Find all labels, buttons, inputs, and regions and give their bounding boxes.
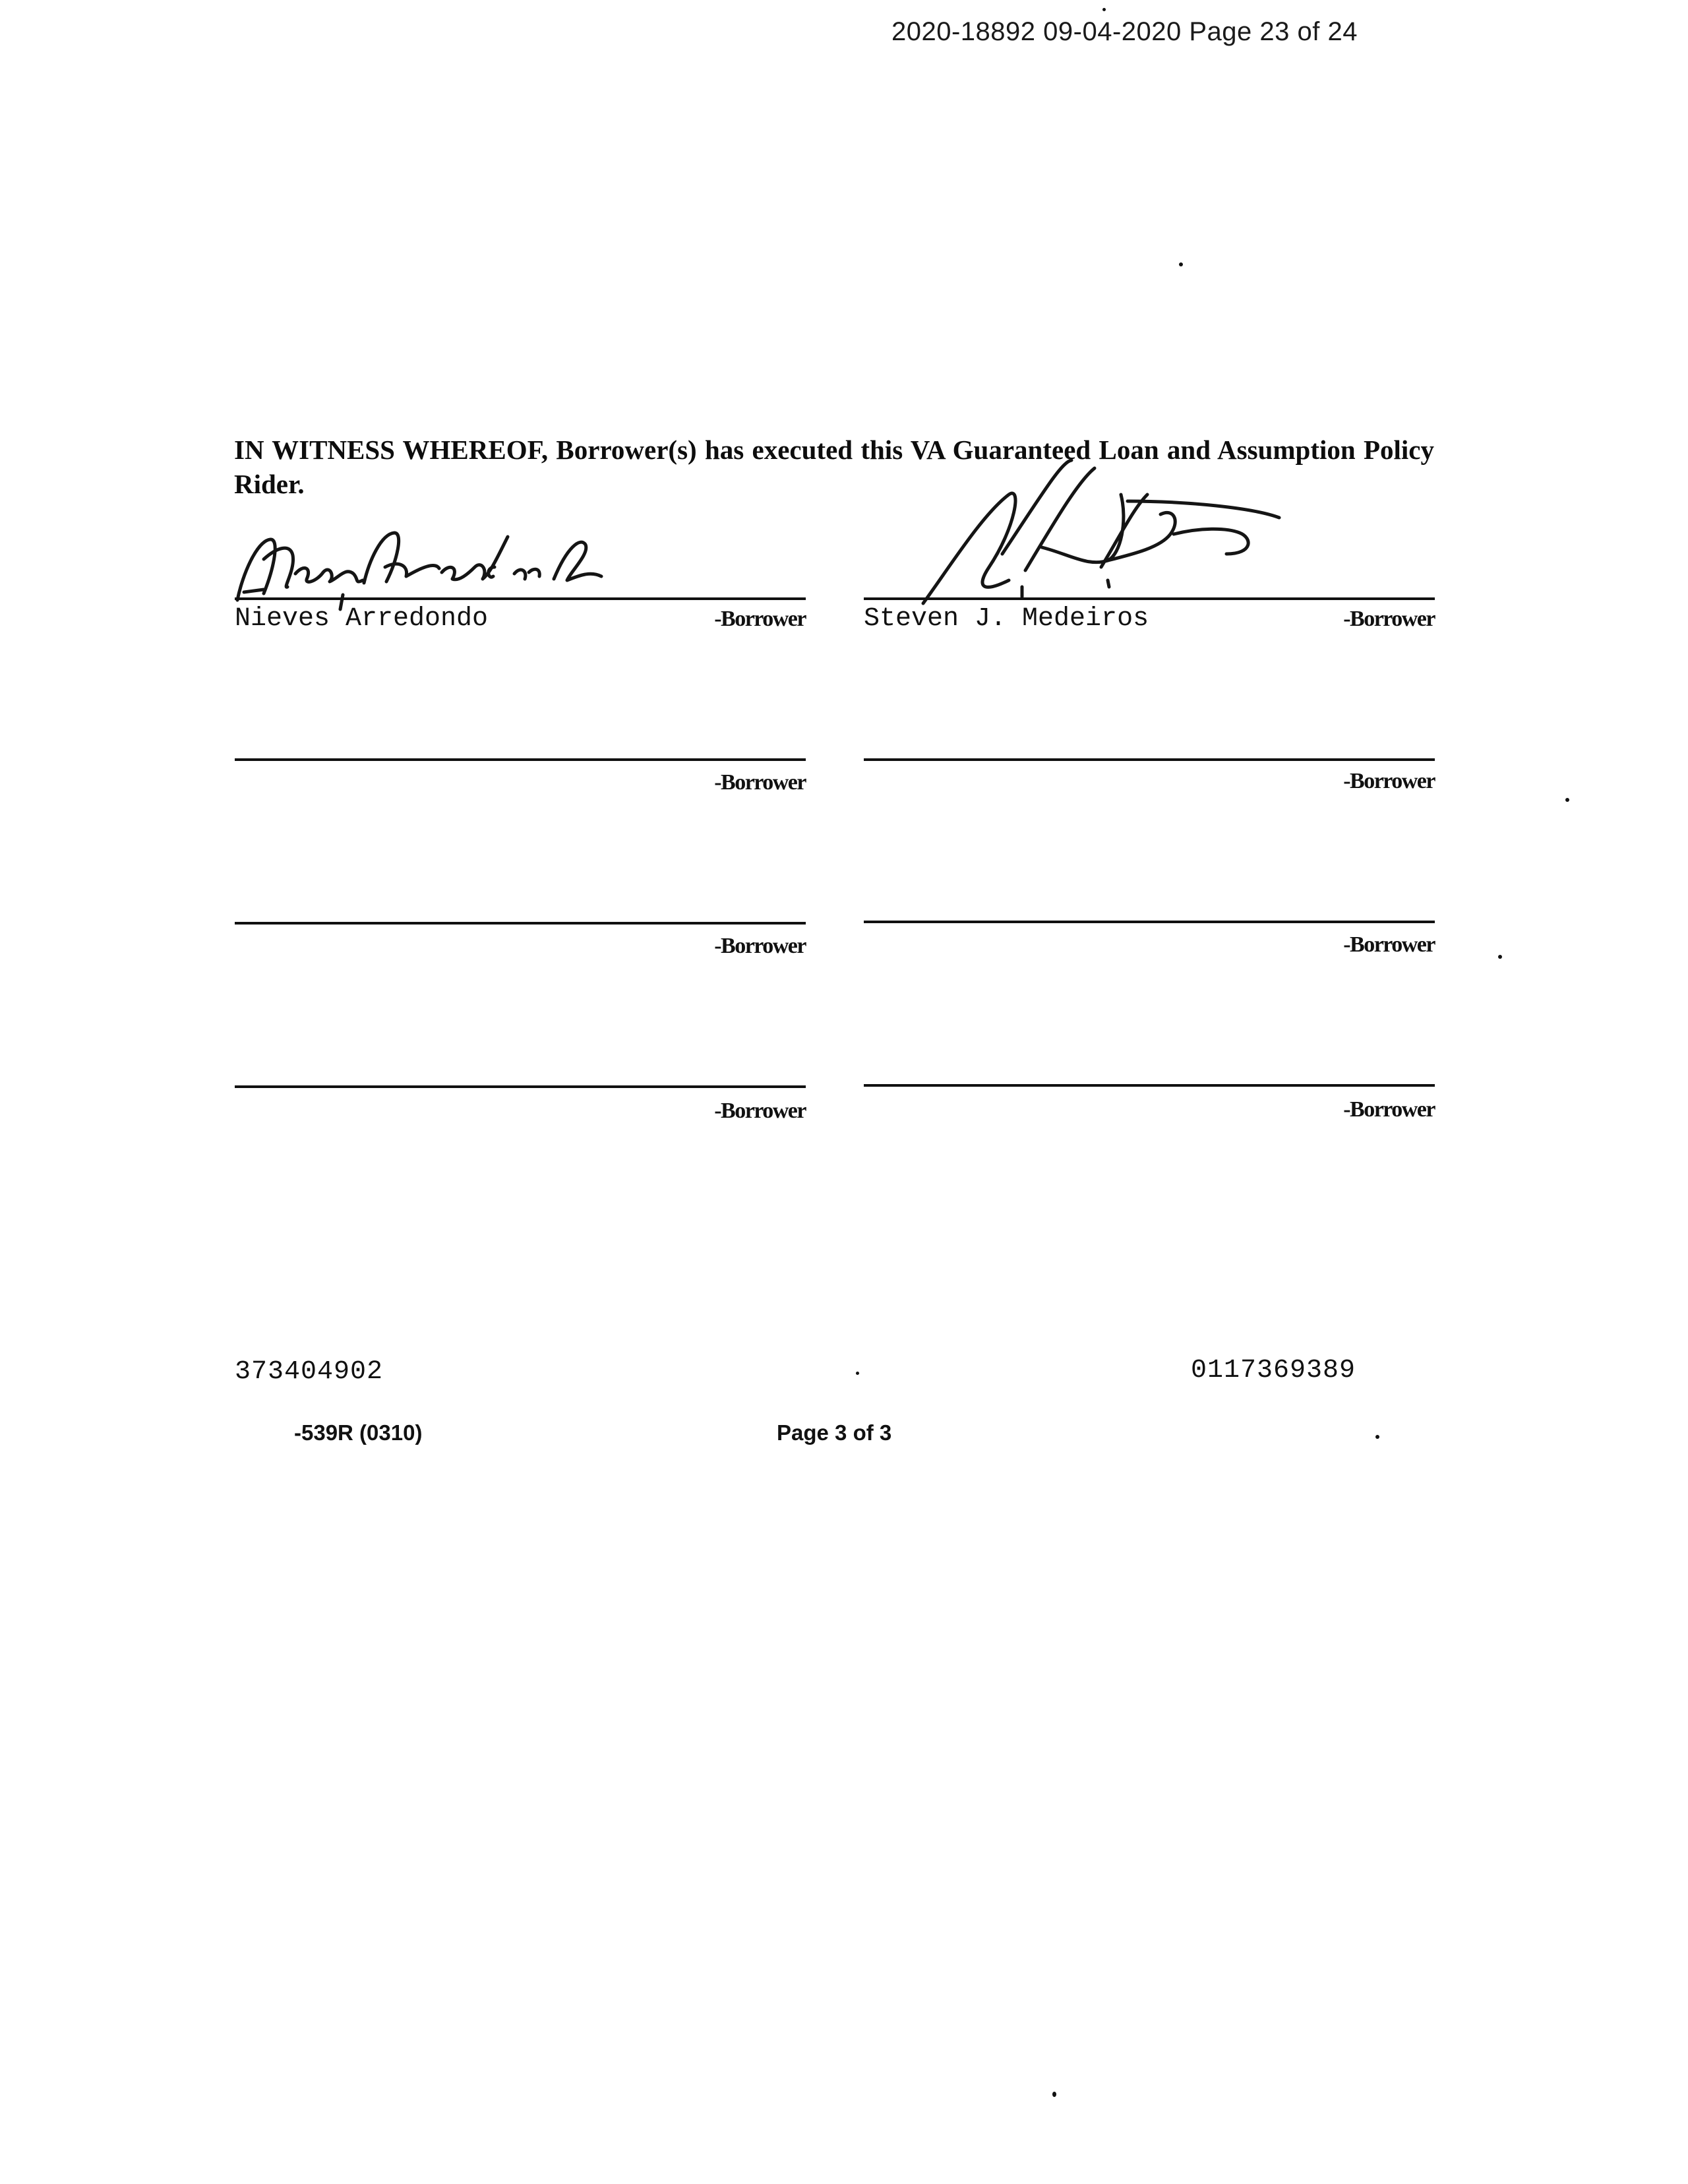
- form-code: -539R (0310): [294, 1420, 423, 1445]
- borrower-name-right: Steven J. Medeiros: [864, 604, 1149, 634]
- witness-statement: IN WITNESS WHEREOF, Borrower(s) has executed this VA Guaranteed Loan and Assumption Policy Rider.: [234, 435, 1434, 499]
- borrower-label: -Borrower: [714, 607, 806, 631]
- scan-speck: [1565, 798, 1569, 802]
- scan-speck: [856, 1372, 859, 1375]
- signature-line: [235, 922, 806, 925]
- scan-speck: [1375, 1435, 1379, 1439]
- scan-speck: [1179, 262, 1183, 266]
- signature-line: [864, 597, 1435, 600]
- borrower-label: -Borrower: [714, 1099, 806, 1123]
- scan-speck: [1102, 8, 1106, 11]
- signature-line: [864, 1084, 1435, 1087]
- borrower-label: -Borrower: [714, 770, 806, 795]
- page-number: Page 3 of 3: [777, 1420, 892, 1445]
- scan-speck: [1498, 955, 1502, 959]
- signature-line: [864, 758, 1435, 761]
- reference-number: 0117369389: [1191, 1356, 1356, 1385]
- borrower-name-left: Nieves Arredondo: [235, 604, 489, 634]
- left-signature: [224, 521, 646, 607]
- recording-stamp: 2020-18892 09-04-2020 Page 23 of 24: [891, 17, 1358, 46]
- borrower-label: -Borrower: [1343, 769, 1435, 793]
- borrower-label: -Borrower: [1343, 1097, 1435, 1122]
- borrower-label: -Borrower: [1343, 932, 1435, 957]
- signature-line: [235, 758, 806, 761]
- loan-number: 373404902: [235, 1357, 384, 1387]
- signature-line: [864, 921, 1435, 923]
- borrower-label: -Borrower: [714, 934, 806, 958]
- scan-speck: [1052, 2092, 1056, 2097]
- signature-line: [235, 1085, 806, 1088]
- signature-line: [235, 597, 806, 600]
- borrower-label: -Borrower: [1343, 607, 1435, 631]
- right-signature: [910, 455, 1319, 607]
